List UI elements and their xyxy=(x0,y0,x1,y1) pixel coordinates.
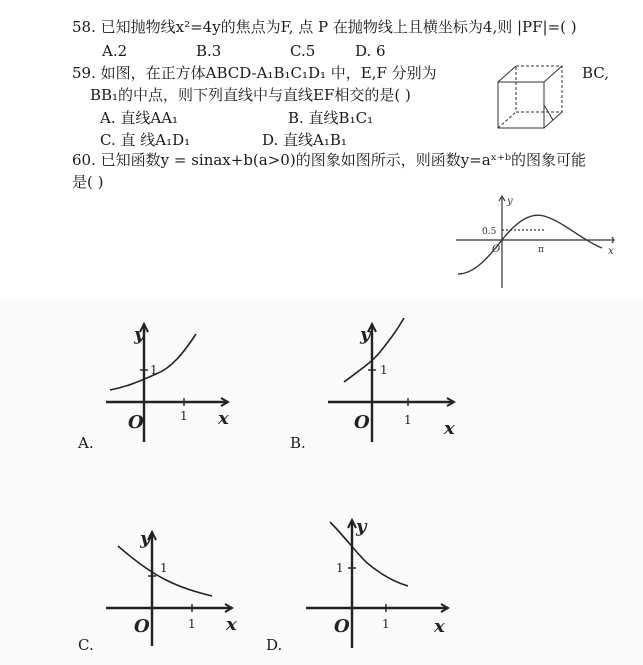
q59-option-c[interactable]: C. 直 线A₁D₁ xyxy=(100,131,191,149)
q60-line1: 60. 已知函数y = sinax+b(a>0)的图象如图所示，则函数y=aˣ⁺ᵇ的图象可能 xyxy=(72,151,586,169)
graph-d-x-label: x xyxy=(434,616,445,637)
cube-figure xyxy=(494,60,574,132)
graph-c-x-label: x xyxy=(226,614,237,635)
q59-line2: BB₁的中点，则下列直线中与直线EF相交的是( ) xyxy=(90,86,411,104)
q58-option-c[interactable]: C.5 xyxy=(290,42,316,60)
graph-c-y-label: y xyxy=(140,528,151,549)
q59-option-a[interactable]: A. 直线AA₁ xyxy=(100,109,179,127)
sine-x-tick: π xyxy=(538,245,544,255)
q58-option-d[interactable]: D. 6 xyxy=(355,42,386,60)
graph-d-letter[interactable]: D. xyxy=(266,636,283,654)
graph-a-curve xyxy=(110,334,196,390)
graph-option-a[interactable] xyxy=(100,296,250,446)
graph-d-origin-label: O xyxy=(334,616,350,637)
graph-a-origin-label: O xyxy=(128,412,144,433)
sine-origin-label: O xyxy=(492,244,501,255)
sine-y-tick: 0.5 xyxy=(482,227,497,237)
graph-b-x-label: x xyxy=(444,418,455,439)
graph-option-c[interactable] xyxy=(100,510,250,650)
sine-y-label: y xyxy=(507,196,513,207)
graph-option-d[interactable] xyxy=(300,506,470,652)
q58-option-a[interactable]: A.2 xyxy=(102,42,128,60)
graph-c-y-one: 1 xyxy=(160,561,168,575)
graph-a-x-one: 1 xyxy=(180,409,188,423)
graph-b-y-label: y xyxy=(360,324,371,345)
cube-front-face xyxy=(498,82,544,128)
graph-b-x-one: 1 xyxy=(404,413,412,427)
cube-back-face xyxy=(516,66,562,112)
q59-line1: 59. 如图，在正方体ABCD-A₁B₁C₁D₁ 中，E,F 分别为 xyxy=(72,64,437,82)
sine-graph xyxy=(452,192,622,292)
sine-curve xyxy=(458,215,602,274)
graph-a-letter[interactable]: A. xyxy=(78,434,94,452)
q59-line1-tail: BC, xyxy=(582,64,610,82)
graph-d-curve xyxy=(330,522,408,586)
q59-option-b[interactable]: B. 直线B₁C₁ xyxy=(288,109,374,127)
graph-c-origin-label: O xyxy=(134,616,150,637)
graph-a-x-label: x xyxy=(218,408,229,429)
graph-b-origin-label: O xyxy=(354,412,370,433)
graph-d-y-one: 1 xyxy=(336,561,344,575)
graph-b-letter[interactable]: B. xyxy=(290,434,306,452)
q59-option-d[interactable]: D. 直线A₁B₁ xyxy=(262,131,347,149)
graph-c-x-one: 1 xyxy=(188,617,196,631)
q60-line2: 是( ) xyxy=(72,173,104,191)
graph-option-b[interactable] xyxy=(322,296,472,446)
graph-a-y-one: 1 xyxy=(150,363,158,377)
graph-d-y-label: y xyxy=(356,516,367,537)
graph-a-y-label: y xyxy=(134,324,145,345)
graph-d-x-one: 1 xyxy=(382,617,390,631)
graph-b-y-one: 1 xyxy=(380,363,388,377)
sine-x-label: x xyxy=(608,246,614,257)
graph-c-letter[interactable]: C. xyxy=(78,636,94,654)
q58-text: 58. 已知抛物线x²=4y的焦点为F, 点 P 在抛物线上且横坐标为4,则 |PF|=( ) xyxy=(72,18,577,36)
q58-option-b[interactable]: B.3 xyxy=(196,42,222,60)
